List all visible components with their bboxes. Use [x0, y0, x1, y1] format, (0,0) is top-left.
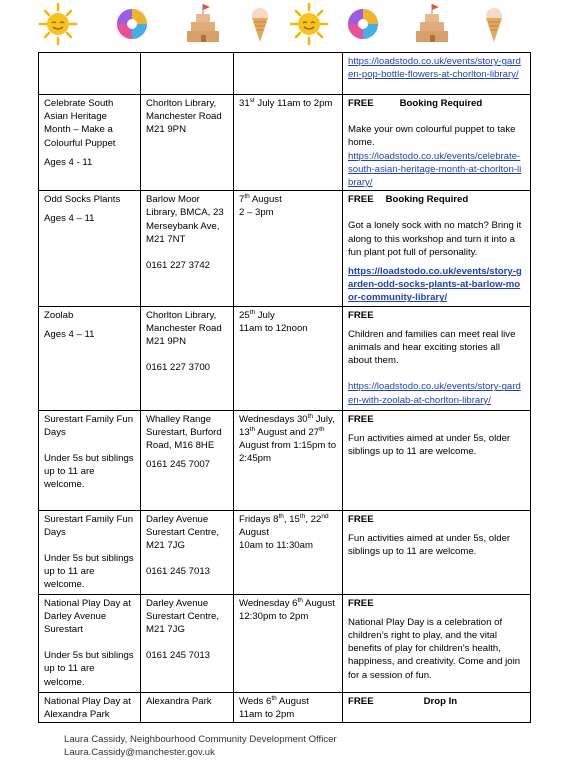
event-description: Got a lonely sock with no match? Bring it along to this workshop and turn it into a fun plant pot full of personality. — [348, 220, 522, 258]
event-ages: Ages 4 – 11 — [44, 328, 95, 340]
event-time: 12:30pm to 2pm — [239, 610, 309, 622]
details-cell — [343, 692, 531, 722]
event-time: 11am to 2pm — [239, 708, 295, 720]
event-name-cell — [39, 510, 141, 594]
event-time: 10am to 11:30am — [239, 540, 313, 552]
details-cell — [343, 594, 531, 692]
venue-phone: 0161 245 7013 — [146, 566, 211, 578]
table-row — [39, 191, 531, 306]
sandcastle-icon — [412, 2, 452, 46]
event-name: Odd Socks Plants — [44, 194, 121, 206]
table-row — [39, 594, 531, 692]
event-link[interactable]: https://loadstodo.co.uk/events/story-garden-odd-socks-plants-at-barlow-moor-community-library/ — [348, 266, 522, 304]
event-description: National Play Day is a celebration of children’s right to play, and the vital benefits of play for children’s health, happiness, and creativity. Come and join for a session of fun. — [348, 616, 521, 681]
venue-cell — [141, 191, 234, 306]
details-cell — [343, 53, 531, 95]
date-cell — [234, 95, 343, 191]
details-cell — [343, 95, 531, 191]
event-name: National Play Day at Darley Avenue Surestart — [44, 597, 131, 636]
event-ages: Ages 4 - 11 — [44, 156, 93, 168]
event-date: 31st July 11am to 2pm — [239, 97, 333, 109]
table-row — [39, 410, 531, 510]
event-date: 7th August — [239, 193, 282, 206]
event-name-cell — [39, 306, 141, 410]
venue-address: Darley Avenue Surestart Centre, M21 7JG — [146, 597, 220, 636]
event-ages: Under 5s but siblings up to 11 are welcome. — [44, 453, 134, 491]
venue-address: Whalley Range Surestart, Burford Road, M16 8HE — [146, 413, 222, 452]
event-link[interactable]: https://loadstodo.co.uk/events/story-garden-with-zoolab-at-chorlton-library/ — [348, 381, 521, 406]
price-label: FREE — [348, 194, 374, 206]
event-description: Fun activities aimed at under 5s, older siblings up to 11 are welcome. — [348, 532, 511, 558]
price-label: FREE — [348, 98, 374, 109]
event-date: Weds 6th August — [239, 694, 309, 707]
venue-phone: 0161 227 3700 — [146, 362, 211, 374]
booking-tag: Booking Required — [385, 194, 469, 206]
event-date: Wednesday 6th August — [239, 596, 335, 609]
venue-cell — [141, 306, 234, 410]
venue-cell — [141, 594, 234, 692]
table-row — [39, 510, 531, 594]
venue-phone: 0161 245 7013 — [146, 650, 211, 662]
events-table — [38, 52, 531, 723]
event-ages: Under 5s but siblings up to 11 are welcome. — [44, 553, 134, 591]
event-date: Fridays 8th, 15th, 22nd August — [239, 512, 329, 538]
event-name-cell — [39, 410, 141, 510]
event-link[interactable]: https://loadstodo.co.uk/events/story-garden-pop-bottle-flowers-at-chorlton-library/ — [348, 56, 521, 81]
date-cell — [234, 510, 343, 594]
officer-name: Laura Cassidy, Neighbourhood Community Development Officer — [64, 734, 337, 745]
table-row — [39, 53, 531, 95]
price-label: FREE — [348, 309, 374, 321]
venue-address: Darley Avenue Surestart Centre, M21 7JG — [146, 513, 220, 552]
event-name: Zoolab — [44, 309, 74, 321]
venue-address: Chorlton Library, Manchester Road M21 9PN — [146, 98, 222, 136]
date-cell — [234, 594, 343, 692]
date-cell — [234, 53, 343, 95]
details-cell — [343, 410, 531, 510]
officer-email[interactable]: Laura.Cassidy@manchester.gov.uk — [64, 747, 215, 758]
beach-ball-icon — [343, 2, 383, 46]
venue-cell — [141, 510, 234, 594]
venue-cell — [141, 410, 234, 510]
venue-address: Chorlton Library, Manchester Road M21 9PN — [146, 309, 222, 348]
venue-cell — [141, 95, 234, 191]
event-description: Children and families can meet real live animals and hear exciting stories all about them. — [348, 328, 516, 367]
venue-cell — [141, 53, 234, 95]
booking-tag: Booking Required — [399, 98, 483, 109]
header-icon-strip — [34, 2, 532, 46]
event-time: 2 – 3pm — [239, 207, 274, 219]
details-cell — [343, 191, 531, 306]
venue-phone: 0161 227 3742 — [146, 260, 211, 272]
sun-icon — [38, 2, 78, 46]
event-name-cell — [39, 594, 141, 692]
venue-address: Alexandra Park — [146, 695, 212, 707]
table-row — [39, 95, 531, 191]
footer — [64, 733, 337, 759]
date-cell — [234, 410, 343, 510]
sandcastle-icon — [183, 2, 223, 46]
event-link[interactable]: https://loadstodo.co.uk/events/celebrate-south-asian-heritage-month-at-chorlton-library/ — [348, 150, 522, 189]
event-name-cell — [39, 692, 141, 722]
details-cell — [343, 306, 531, 410]
drop-in-tag: Drop In — [423, 695, 458, 707]
event-name-cell — [39, 95, 141, 191]
event-date: 25th July — [239, 308, 275, 321]
event-name: Celebrate South Asian Heritage Month – Make a Colourful Puppet — [44, 98, 116, 149]
price-label: FREE — [348, 695, 374, 707]
date-cell — [234, 191, 343, 306]
event-ages: Ages 4 – 11 — [44, 213, 95, 225]
sun-icon — [289, 2, 329, 46]
event-date: Wednesdays 30th July, 13th August and 27th August from 1:15pm to 2:45pm — [239, 412, 337, 465]
event-name-cell — [39, 191, 141, 306]
event-name: Surestart Family Fun Days — [44, 513, 134, 538]
event-name-cell — [39, 53, 141, 95]
date-cell — [234, 692, 343, 722]
details-cell — [343, 510, 531, 594]
event-name: Surestart Family Fun Days — [44, 413, 134, 438]
venue-phone: 0161 245 7007 — [146, 459, 211, 471]
event-description: Make your own colourful puppet to take home. — [348, 124, 516, 149]
ice-cream-icon — [474, 2, 514, 46]
price-label: FREE — [348, 597, 374, 609]
beach-ball-icon — [112, 2, 152, 46]
event-time: 11am to 12noon — [239, 322, 308, 334]
table-row — [39, 306, 531, 410]
event-description: Fun activities aimed at under 5s, older siblings up to 11 are welcome. — [348, 432, 511, 458]
event-name: National Play Day at Alexandra Park — [44, 695, 131, 720]
table-row — [39, 692, 531, 722]
venue-cell — [141, 692, 234, 722]
price-label: FREE — [348, 513, 374, 525]
ice-cream-icon — [240, 2, 280, 46]
date-cell — [234, 306, 343, 410]
event-ages: Under 5s but siblings up to 11 are welcome. — [44, 650, 134, 688]
venue-address: Barlow Moor Library, BMCA, 23 Merseybank Ave, M21 7NT — [146, 194, 224, 245]
price-label: FREE — [348, 413, 374, 425]
